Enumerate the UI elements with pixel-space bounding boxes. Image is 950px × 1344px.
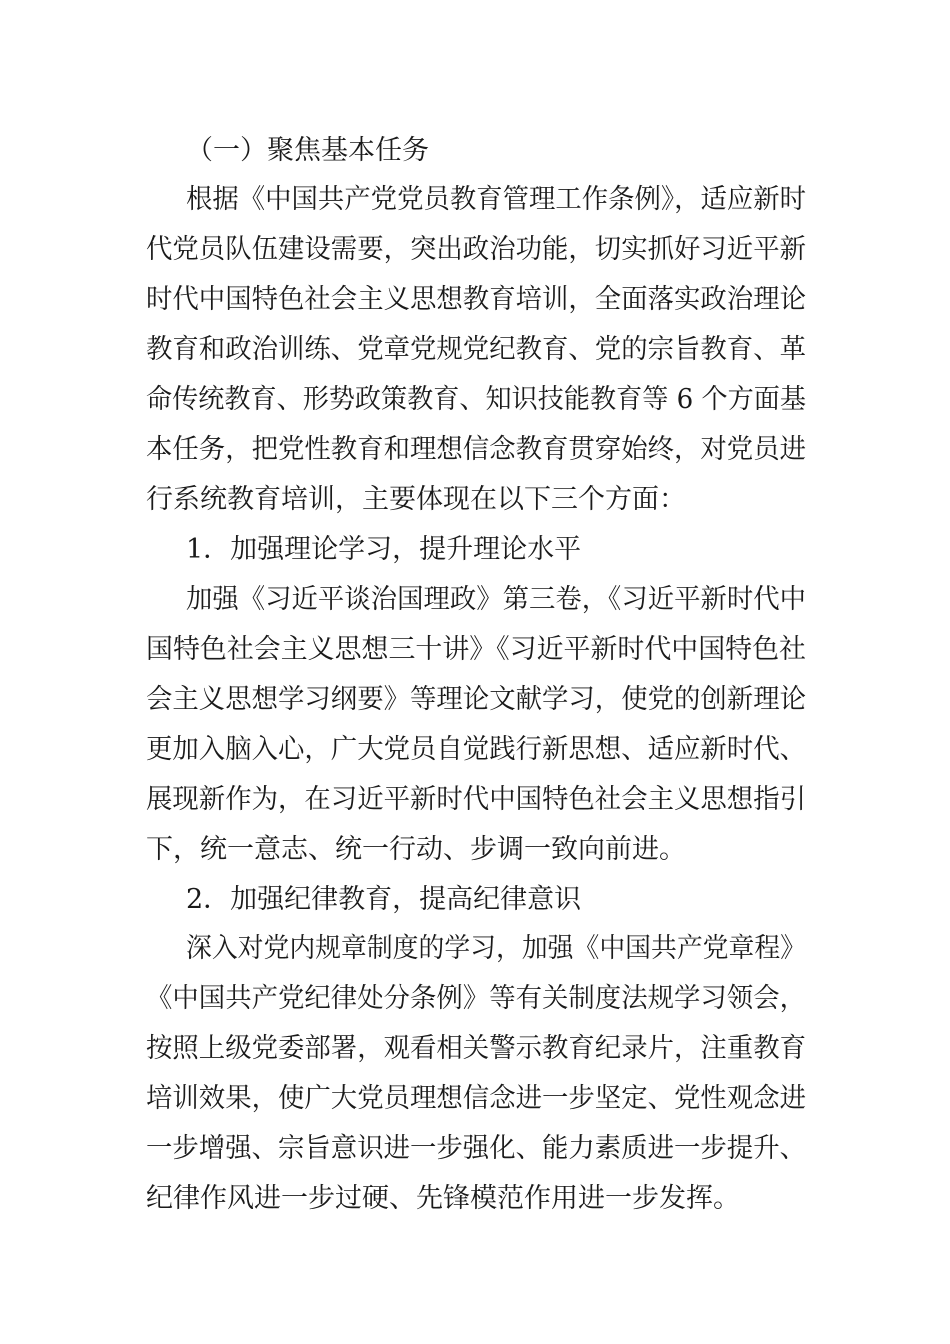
paragraph-line: 时代中国特色社会主义思想教育培训，全面落实政治理论 bbox=[146, 284, 806, 315]
paragraph-line: 纪律作风进一步过硬、先锋模范作用进一步发挥。 bbox=[146, 1183, 740, 1214]
paragraph-line: 下，统一意志、统一行动、步调一致向前进。 bbox=[146, 834, 686, 865]
paragraph-line: 根据《中国共产党党员教育管理工作条例》，适应新时 bbox=[186, 184, 806, 215]
paragraph-line: 更加入脑入心，广大党员自觉践行新思想、适应新时代、 bbox=[146, 734, 806, 765]
paragraph-line: 按照上级党委部署，观看相关警示教育纪录片，注重教育 bbox=[146, 1033, 806, 1064]
paragraph-line: 深入对党内规章制度的学习，加强《中国共产党章程》 bbox=[186, 933, 806, 964]
paragraph-line: 会主义思想学习纲要》等理论文献学习，使党的创新理论 bbox=[146, 684, 806, 715]
paragraph-line: 本任务，把党性教育和理想信念教育贯穿始终，对党员进 bbox=[146, 434, 806, 465]
paragraph-line: 代党员队伍建设需要，突出政治功能，切实抓好习近平新 bbox=[146, 234, 806, 265]
paragraph-line: 培训效果，使广大党员理想信念进一步坚定、党性观念进 bbox=[146, 1083, 806, 1114]
paragraph-line: 教育和政治训练、党章党规党纪教育、党的宗旨教育、革 bbox=[146, 334, 806, 365]
paragraph-line: 国特色社会主义思想三十讲》《习近平新时代中国特色社 bbox=[146, 634, 806, 665]
subheading-2: 2．加强纪律教育，提高纪律意识 bbox=[186, 884, 582, 915]
paragraph-line: 一步增强、宗旨意识进一步强化、能力素质进一步提升、 bbox=[146, 1133, 806, 1164]
paragraph-line: 《中国共产党纪律处分条例》等有关制度法规学习领会， bbox=[146, 983, 806, 1014]
paragraph-line: 展现新作为，在习近平新时代中国特色社会主义思想指引 bbox=[146, 784, 806, 815]
paragraph-line: 行系统教育培训，主要体现在以下三个方面： bbox=[146, 484, 686, 515]
paragraph-line: 加强《习近平谈治国理政》第三卷，《习近平新时代中 bbox=[186, 584, 806, 615]
paragraph-line: 命传统教育、形势政策教育、知识技能教育等 6 个方面基 bbox=[146, 384, 806, 415]
section-heading: （一）聚焦基本任务 bbox=[186, 135, 429, 166]
subheading-1: 1．加强理论学习，提升理论水平 bbox=[186, 534, 582, 565]
